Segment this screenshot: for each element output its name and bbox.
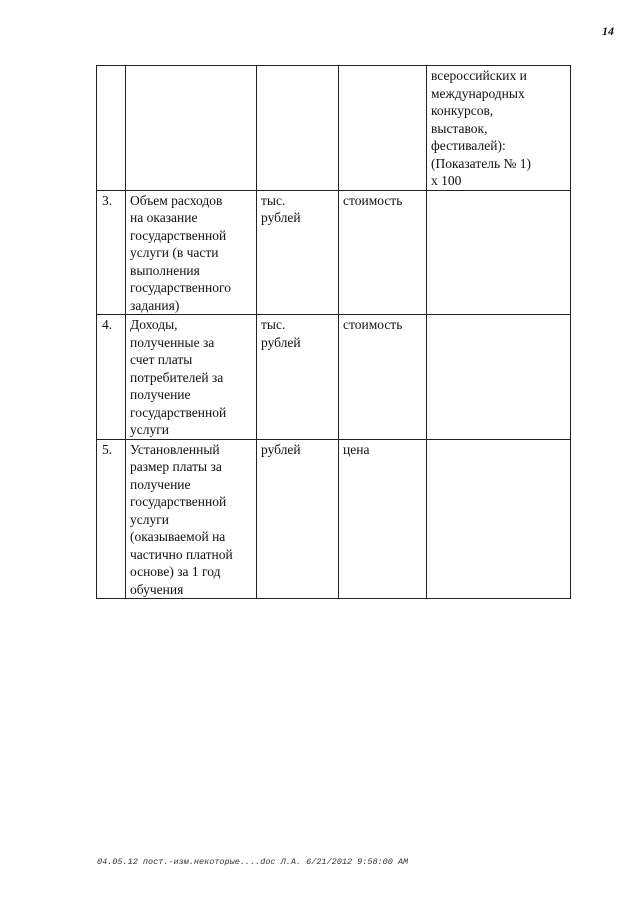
formula-cell: [427, 439, 571, 599]
indicator-name-cell: [126, 66, 257, 191]
indicator-type-cell: стоимость: [339, 190, 427, 315]
indicator-name-cell: Установленный размер платы за получение государственной услуги (оказываемой на частично платной основе) за 1 год обучения: [126, 439, 257, 599]
table-row: [97, 315, 571, 440]
indicator-name-cell: Объем расходов на оказание государственной услуги (в части выполнения государственного задания): [126, 190, 257, 315]
table-row: [97, 439, 571, 599]
page-number: 14: [602, 24, 614, 38]
row-number-cell: 5.: [97, 439, 126, 599]
formula-cell: [427, 315, 571, 440]
unit-cell: тыс. рублей: [257, 190, 339, 315]
row-number-cell: [97, 66, 126, 191]
indicators-table: [96, 65, 571, 599]
row-number-cell: 4.: [97, 315, 126, 440]
table-row: [97, 190, 571, 315]
indicator-type-cell: цена: [339, 439, 427, 599]
table-row: [97, 66, 571, 191]
unit-cell: рублей: [257, 439, 339, 599]
unit-cell: тыс. рублей: [257, 315, 339, 440]
document-footer: 04.05.12 пост.-изм.некоторые....doc Л.А. 6/21/2012 9:58:00 AM: [97, 857, 409, 867]
indicator-type-cell: [339, 66, 427, 191]
unit-cell: [257, 66, 339, 191]
row-number-cell: 3.: [97, 190, 126, 315]
formula-cell: всероссийских и международных конкурсов, выставок, фестивалей): (Показатель № 1) х 100: [427, 66, 571, 191]
formula-cell: [427, 190, 571, 315]
indicator-type-cell: стоимость: [339, 315, 427, 440]
indicator-name-cell: Доходы, полученные за счет платы потребителей за получение государственной услуги: [126, 315, 257, 440]
